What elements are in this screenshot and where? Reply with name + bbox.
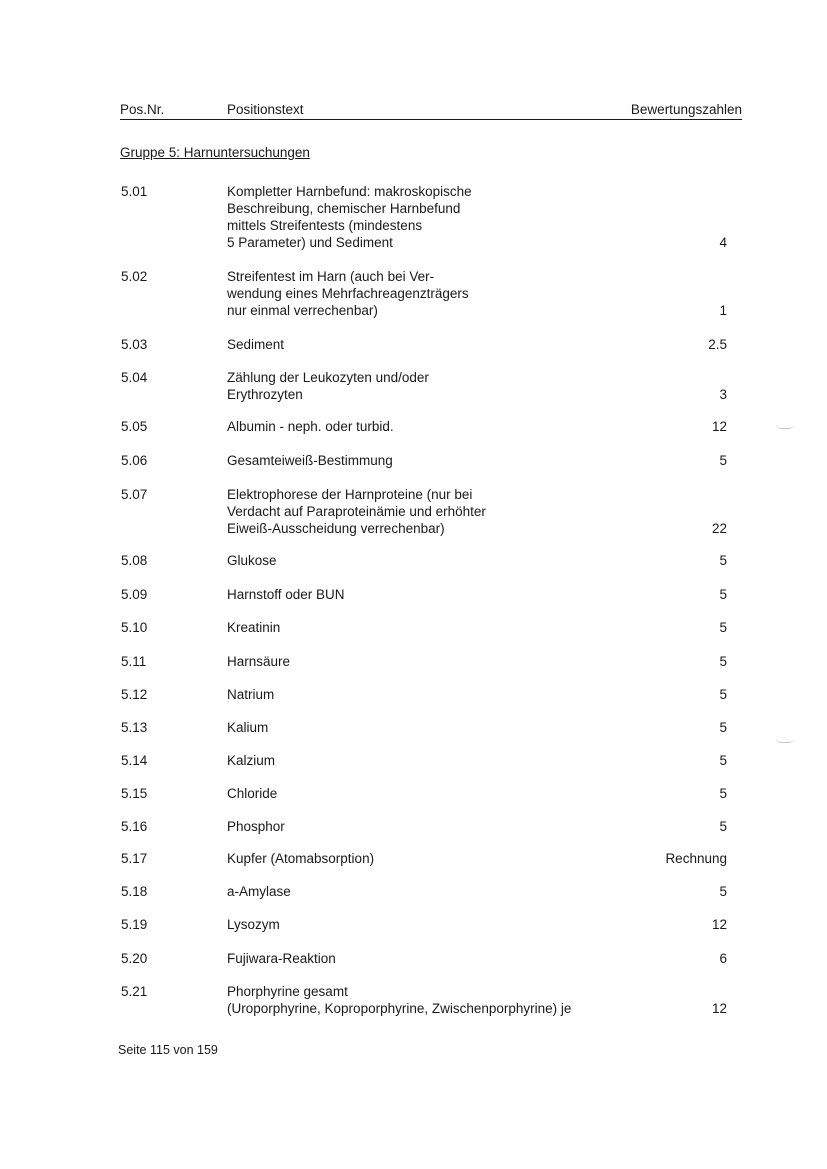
position-number: 5.10 <box>121 620 148 635</box>
position-text-line: Verdacht auf Paraproteinämie und erhöhter <box>227 504 486 519</box>
position-value: 5 <box>719 587 727 602</box>
position-text <box>227 418 637 435</box>
position-text-line: (Uroporphyrine, Koproporphyrine, Zwischenporphyrine) je <box>227 1001 572 1016</box>
position-text-line: Fujiwara-Reaktion <box>227 951 336 966</box>
position-number: 5.14 <box>121 753 148 768</box>
position-number: 5.01 <box>121 184 148 199</box>
position-number: 5.16 <box>121 819 148 834</box>
scan-artifact <box>776 738 794 743</box>
position-number: 5.04 <box>121 370 148 385</box>
position-text <box>227 619 637 636</box>
position-text <box>227 486 637 537</box>
position-text-line: Kalzium <box>227 753 276 768</box>
position-number: 5.03 <box>121 337 148 352</box>
position-text <box>227 686 637 703</box>
position-value: 4 <box>719 235 727 250</box>
position-number: 5.06 <box>121 453 148 468</box>
position-value: 5 <box>719 884 727 899</box>
header-value-label: Bewertungszahlen <box>630 102 742 117</box>
position-value: 6 <box>719 951 727 966</box>
position-text-line: Streifentest im Harn (auch bei Ver- <box>227 269 435 284</box>
position-number: 5.07 <box>121 487 148 502</box>
position-text-line: Erythrozyten <box>227 387 303 402</box>
position-value: 5 <box>719 786 727 801</box>
position-text-line: nur einmal verrechenbar) <box>227 303 378 318</box>
position-text <box>227 452 637 469</box>
position-text <box>227 268 637 319</box>
position-text <box>227 883 637 900</box>
position-number: 5.13 <box>121 720 148 735</box>
position-value: 5 <box>719 453 727 468</box>
position-number: 5.02 <box>121 269 148 284</box>
position-text <box>227 785 637 802</box>
position-number: 5.20 <box>121 951 148 966</box>
position-value: 12 <box>711 419 727 434</box>
position-text-line: Kreatinin <box>227 620 281 635</box>
position-text-line: Gesamteiweiß-Bestimmung <box>227 453 393 468</box>
position-value: 5 <box>719 553 727 568</box>
table-header <box>120 101 742 120</box>
position-text-line: Glukose <box>227 553 277 568</box>
position-value: 5 <box>719 720 727 735</box>
position-text-line: Kupfer (Atomabsorption) <box>227 851 375 866</box>
position-text-line: wendung eines Mehrfachreagenzträgers <box>227 286 469 301</box>
position-text-line: Sediment <box>227 337 285 352</box>
position-value: 22 <box>711 521 727 536</box>
position-value: 5 <box>719 819 727 834</box>
position-text <box>227 336 637 353</box>
position-text-line: Elektrophorese der Harnproteine (nur bei <box>227 487 473 502</box>
position-number: 5.15 <box>121 786 148 801</box>
position-text <box>227 950 637 967</box>
group-title: Gruppe 5: Harnuntersuchungen <box>120 145 310 160</box>
position-value: 12 <box>711 917 727 932</box>
position-value: Rechnung <box>665 851 727 866</box>
position-text-line: Eiweiß-Ausscheidung verrechenbar) <box>227 521 445 536</box>
position-text-line: Beschreibung, chemischer Harnbefund <box>227 201 461 216</box>
position-value: 2.5 <box>708 337 727 352</box>
position-text-line: Natrium <box>227 687 275 702</box>
position-number: 5.19 <box>121 917 148 932</box>
position-text <box>227 983 637 1017</box>
page-footer: Seite 115 von 159 <box>118 1043 218 1057</box>
position-number: 5.11 <box>121 654 147 669</box>
position-text <box>227 752 637 769</box>
position-text <box>227 850 637 867</box>
position-text-line: Phosphor <box>227 819 285 834</box>
position-text <box>227 653 637 670</box>
position-text-line: 5 Parameter) und Sediment <box>227 235 393 250</box>
position-text <box>227 719 637 736</box>
position-text-line: Albumin - neph. oder turbid. <box>227 419 394 434</box>
position-text <box>227 369 637 403</box>
position-text-line: mittels Streifentests (mindestens <box>227 218 423 233</box>
position-text-line: Harnsäure <box>227 654 291 669</box>
position-text-line: a-Amylase <box>227 884 291 899</box>
position-number: 5.08 <box>121 553 148 568</box>
position-number: 5.21 <box>121 984 148 999</box>
position-text-line: Kompletter Harnbefund: makroskopische <box>227 184 472 199</box>
position-value: 1 <box>719 303 727 318</box>
position-value: 5 <box>719 753 727 768</box>
position-value: 3 <box>719 387 727 402</box>
header-pos-label: Pos.Nr. <box>120 102 165 117</box>
position-value: 5 <box>719 654 727 669</box>
position-text <box>227 818 637 835</box>
header-text-label: Positionstext <box>227 102 304 117</box>
position-text-line: Phorphyrine gesamt <box>227 984 348 999</box>
position-text-line: Harnstoff oder BUN <box>227 587 345 602</box>
position-number: 5.18 <box>121 884 148 899</box>
position-text-line: Zählung der Leukozyten und/oder <box>227 370 429 385</box>
position-number: 5.09 <box>121 587 148 602</box>
position-text <box>227 916 637 933</box>
position-value: 5 <box>719 620 727 635</box>
position-text-line: Kalium <box>227 720 269 735</box>
position-value: 12 <box>711 1001 727 1016</box>
position-value: 5 <box>719 687 727 702</box>
position-text <box>227 586 637 603</box>
scan-artifact <box>776 424 794 429</box>
position-text-line: Chloride <box>227 786 278 801</box>
position-text-line: Lysozym <box>227 917 280 932</box>
position-number: 5.05 <box>121 419 148 434</box>
position-number: 5.17 <box>121 851 148 866</box>
position-text <box>227 183 637 251</box>
position-text <box>227 552 637 569</box>
position-number: 5.12 <box>121 687 148 702</box>
